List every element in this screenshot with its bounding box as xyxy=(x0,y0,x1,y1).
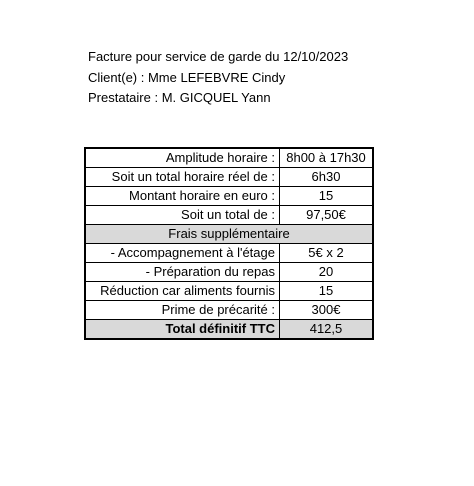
table-row xyxy=(85,148,373,168)
row-value: 15 xyxy=(280,187,374,206)
table-row xyxy=(85,187,373,206)
row-value: 8h00 à 17h30 xyxy=(280,148,374,168)
row-label: Soit un total horaire réel de : xyxy=(85,168,280,187)
extra-value: 15 xyxy=(280,282,374,301)
table-row xyxy=(85,301,373,320)
section-row xyxy=(85,225,373,244)
section-title: Frais supplémentaire xyxy=(85,225,373,244)
total-row xyxy=(85,320,373,340)
extra-label: - Préparation du repas xyxy=(85,263,280,282)
table-row xyxy=(85,244,373,263)
invoice-header xyxy=(88,47,348,109)
row-value: 97,50€ xyxy=(280,206,374,225)
row-label: Montant horaire en euro : xyxy=(85,187,280,206)
extra-label: Réduction car aliments fournis xyxy=(85,282,280,301)
client-line: Client(e) : Mme LEFEBVRE Cindy xyxy=(88,69,286,85)
extra-label: Prime de précarité : xyxy=(85,301,280,320)
table-row xyxy=(85,206,373,225)
extra-value: 300€ xyxy=(280,301,374,320)
total-label: Total définitif TTC xyxy=(85,320,280,340)
row-label: Soit un total de : xyxy=(85,206,280,225)
table-row xyxy=(85,263,373,282)
row-label: Amplitude horaire : xyxy=(85,148,280,168)
table-row xyxy=(85,282,373,301)
table-row xyxy=(85,168,373,187)
extra-value: 20 xyxy=(280,263,374,282)
total-value: 412,5 xyxy=(280,320,374,340)
provider-line: Prestataire : M. GICQUEL Yann xyxy=(88,90,271,105)
row-value: 6h30 xyxy=(280,168,374,187)
extra-value: 5€ x 2 xyxy=(280,244,374,263)
invoice-table xyxy=(84,147,374,340)
extra-label: - Accompagnement à l'étage xyxy=(85,244,280,263)
invoice-title: Facture pour service de garde du 12/10/2023 xyxy=(88,49,349,64)
